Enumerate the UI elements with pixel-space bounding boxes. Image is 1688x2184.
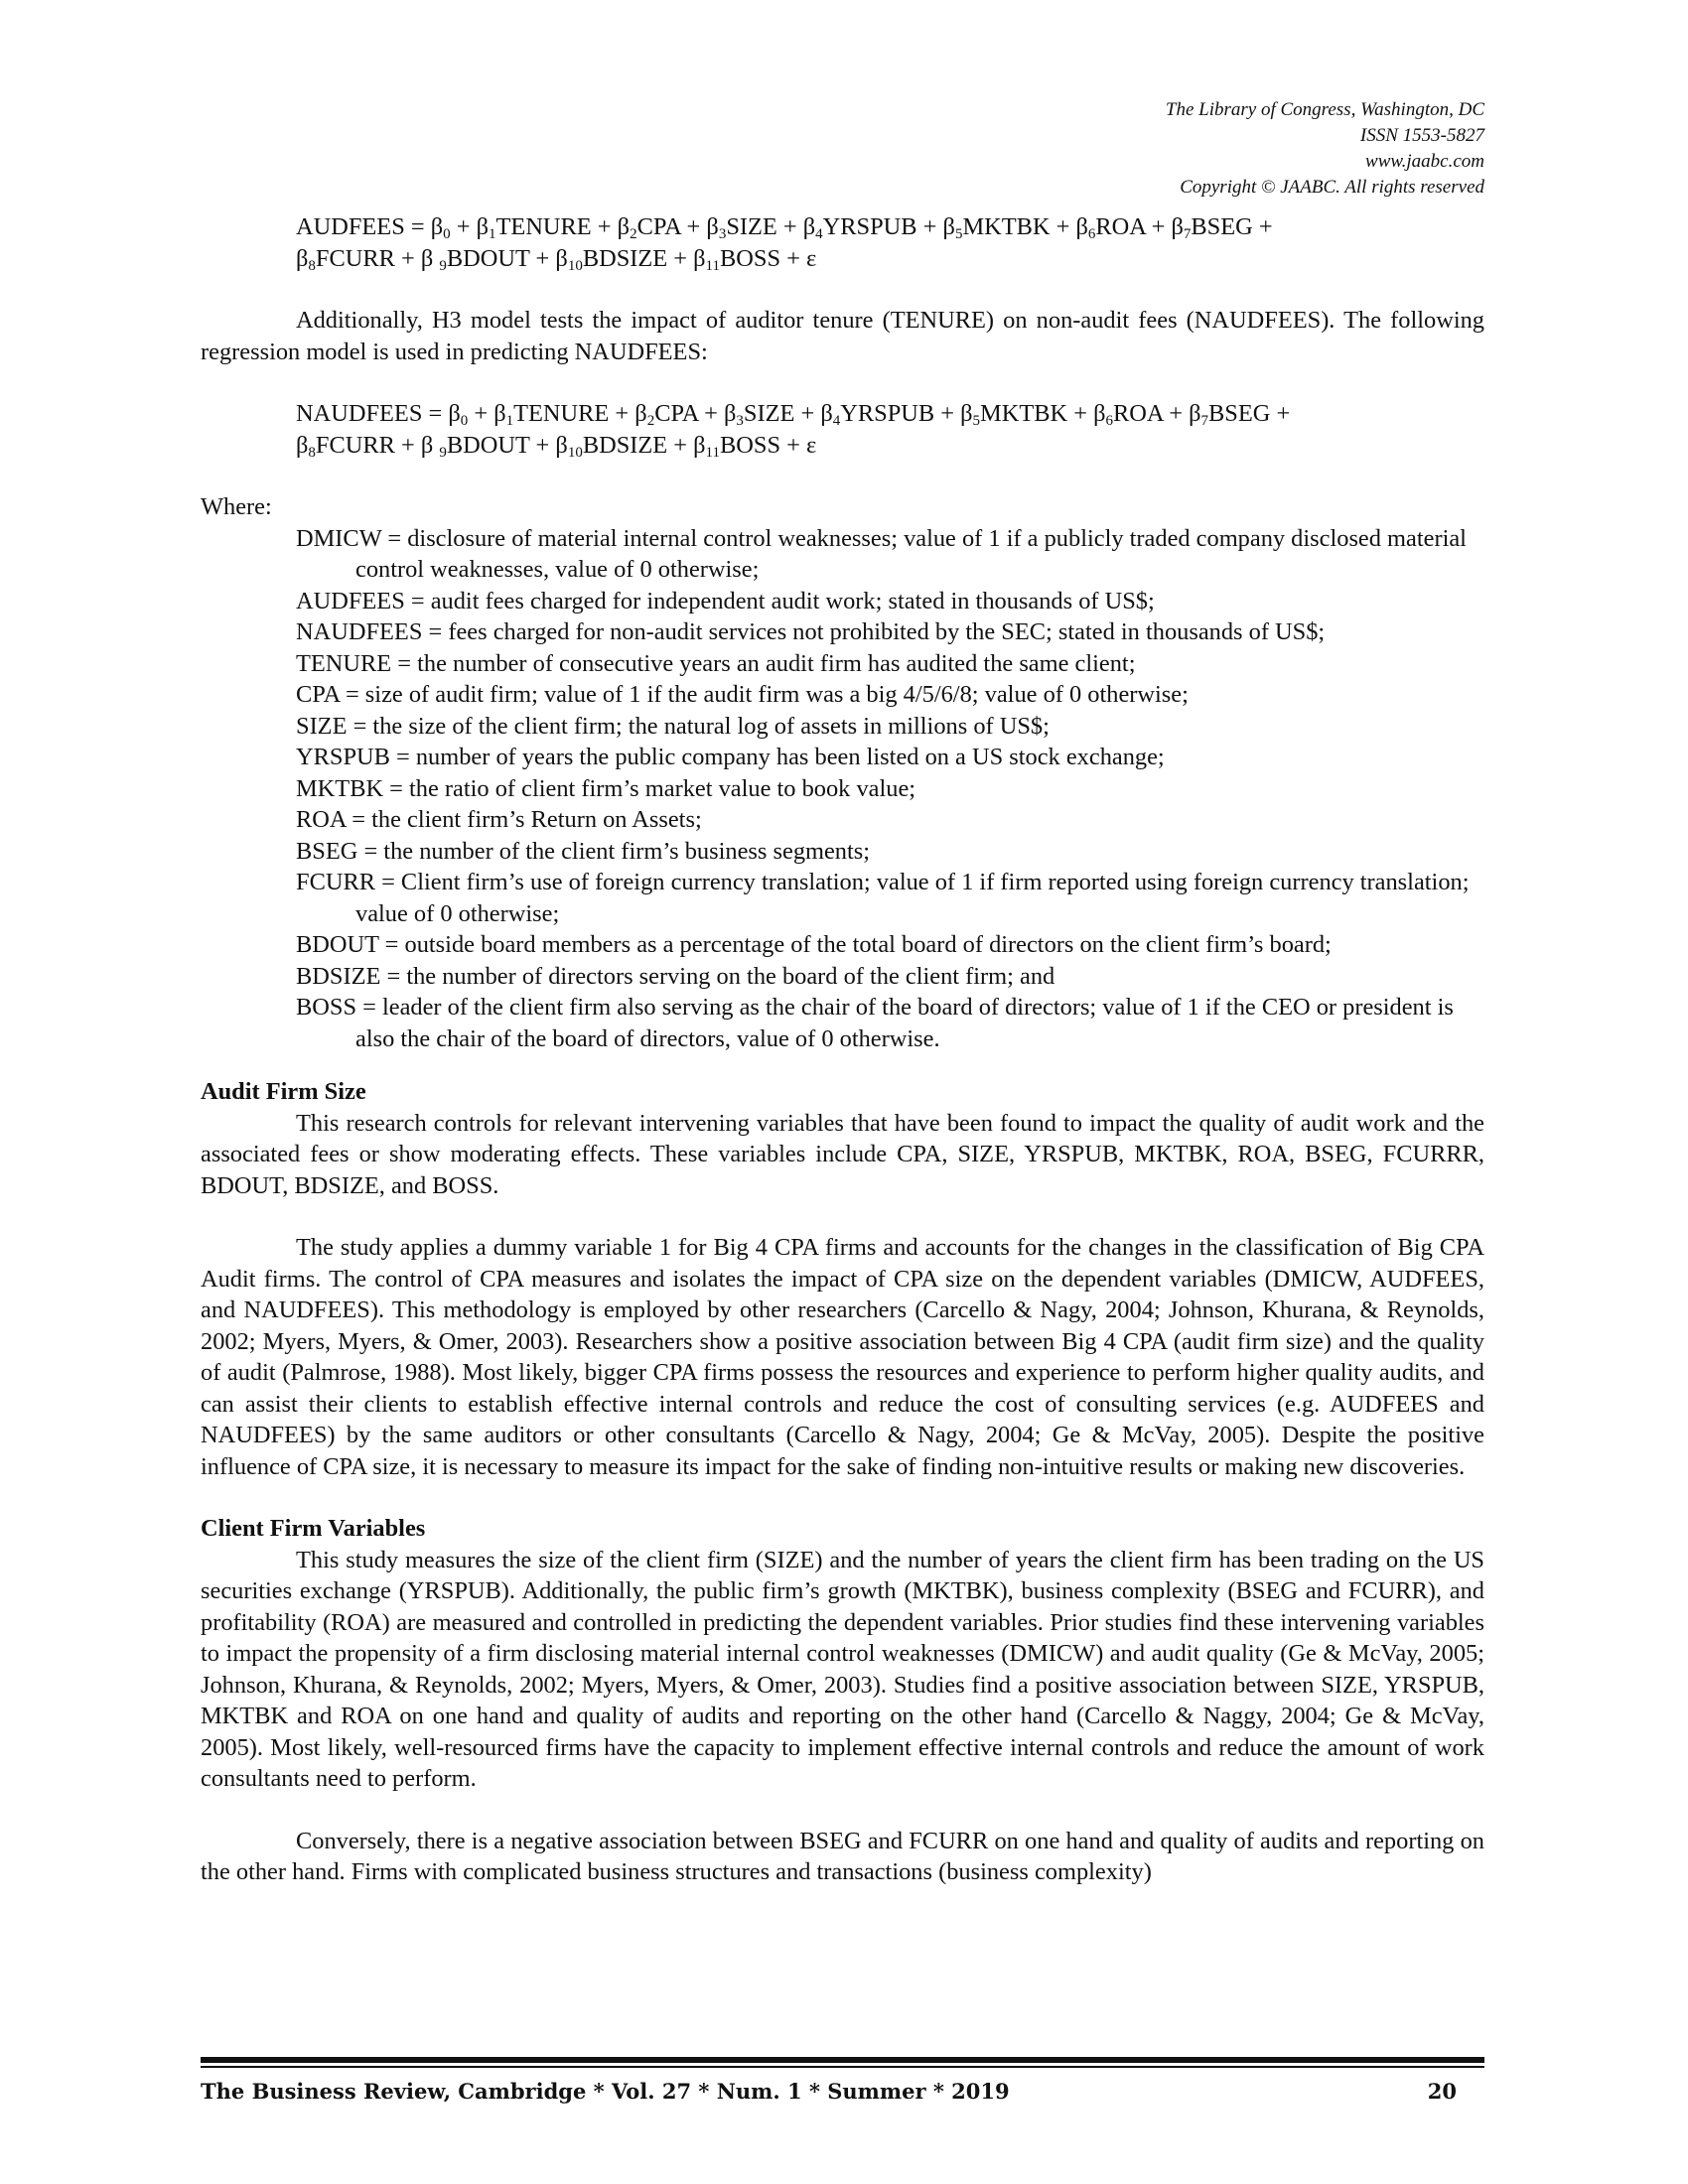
header-website: www.jaabc.com (1365, 151, 1484, 172)
definition-item: BDSIZE = the number of directors serving on the board of the client firm; and (296, 962, 1055, 990)
body-text (201, 211, 1484, 1888)
header-issn: ISSN 1553-5827 (1359, 125, 1484, 146)
paragraph: This study measures the size of the client firm (SIZE) and the number of years the client firm has been trading on the US securities exchange (YRSPUB). Additionally, the public firm’s growth (MKTBK), business complexity (BSEG and FCURR), and profitability (ROA) are measured and controlled in predicting the dependent variables. Prior studies find these intervening variables to impact the propensity of a firm disclosing material internal control weaknesses (DMICW) and audit quality (Ge & McVay, 2005; Johnson, Khurana, & Reynolds, 2002; Myers, Myers, & Omer, 2003). Studies find a positive association between SIZE, YRSPUB, MKTBK and ROA on one hand and quality of audits and reporting on the other hand (Carcello & Naggy, 2004; Ge & McVay, 2005). Most likely, well-resourced firms have the capacity to implement effective internal controls and reduce the amount of work consultants need to perform. (201, 1546, 1484, 1792)
definition-item: CPA = size of audit firm; value of 1 if the audit firm was a big 4/5/6/8; value of 0 otherwise; (296, 681, 1189, 708)
footer-rule-thin (201, 2066, 1484, 2068)
definition-item: DMICW = disclosure of material internal control weaknesses; value of 1 if a publicly traded company disclosed material control weaknesses, value of 0 otherwise; (296, 524, 1467, 583)
equation-naudfees (296, 398, 1484, 461)
paragraph: This research controls for relevant intervening variables that have been found to impact the quality of audit work and the associated fees or show moderating effects. These variables include CPA, SIZE, YRSPUB, MKTBK, ROA, BSEG, FCURRR, BDOUT, BDSIZE, and BOSS. (201, 1109, 1484, 1199)
definition-item: SIZE = the size of the client firm; the natural log of assets in millions of US$; (296, 712, 1050, 740)
definition-item: BDOUT = outside board members as a percentage of the total board of directors on the client firm’s board; (296, 931, 1332, 958)
definition-item: NAUDFEES = fees charged for non-audit services not prohibited by the SEC; stated in thousands of US$; (296, 618, 1326, 645)
definition-item: BSEG = the number of the client firm’s business segments; (296, 837, 871, 865)
header-copyright: Copyright © JAABC. All rights reserved (1180, 177, 1484, 198)
definition-item: YRSPUB = number of years the public company has been listed on a US stock exchange; (296, 744, 1165, 770)
section-heading-audit-firm-size: Audit Firm Size (201, 1078, 366, 1105)
page-number: 20 (1427, 2079, 1457, 2104)
section-heading-client-firm-variables: Client Firm Variables (201, 1515, 426, 1542)
definition-item: ROA = the client firm’s Return on Assets; (296, 806, 702, 833)
paragraph: The study applies a dummy variable 1 for Big 4 CPA firms and accounts for the changes in the classification of Big CPA Audit firms. The control of CPA measures and isolates the impact of CPA size on the dependent variables (DMICW, AUDFEES, and NAUDFEES). This methodology is employed by other researchers (Carcello & Nagy, 2004; Johnson, Khurana, & Reynolds, 2002; Myers, Myers, & Omer, 2003). Researchers show a positive association between Big 4 CPA (audit firm size) and the quality of audit (Palmrose, 1988). Most likely, bigger CPA firms possess the resources and experience to perform higher quality audits, and can assist their clients to establish effective internal controls and reduce the cost of consulting services (e.g. AUDFEES and NAUDFEES) by the same auditors or other consultants (Carcello & Nagy, 2004; Ge & McVay, 2005). Despite the positive influence of CPA size, it is necessary to measure its impact for the sake of finding non-intuitive results or making new discoveries. (201, 1234, 1484, 1480)
paragraph: Conversely, there is a negative association between BSEG and FCURR on one hand and quality of audits and reporting on the other hand. Firms with complicated business structures and transactions (business complexity) (201, 1827, 1484, 1885)
equation-line: NAUDFEES = $\beta_0$ + $\beta_1TENURE + \beta_2CPA$ + $\beta_3SIZE$ + $\beta_4YRSPUB$ + $\beta_5MKTBK + \beta_6ROA$ + $\beta_7BSEG$ + (296, 400, 1291, 429)
running-header (1166, 97, 1484, 201)
equation-audfees (296, 211, 1484, 274)
header-library: The Library of Congress, Washington, DC (1165, 99, 1484, 120)
footer-rule-thick (201, 2057, 1484, 2063)
where-label: Where: (201, 493, 272, 520)
equation-line: AUDFEES = $\beta_0$ + $\beta_1TENURE + \beta_2CPA$ + $\beta_3SIZE$ + $\beta_4YRSPUB$ + $\beta_5MKTBK + \beta_6ROA$ + $\beta_7BSEG$ + (296, 213, 1273, 242)
definition-item: AUDFEES = audit fees charged for independent audit work; stated in thousands of US$; (296, 587, 1155, 614)
equation-line: $\beta_8FCURR + \beta$ $_9$BDOUT + $\beta_{10}BDSIZE$ + $\beta_{11}BOSS + \varepsilon$ (296, 431, 817, 461)
equation-line: $\beta_8FCURR + \beta$ $_9$BDOUT + $\beta_{10}BDSIZE$ + $\beta_{11}BOSS + \varepsilon$ (296, 244, 817, 274)
paragraph-h3-model: Additionally, H3 model tests the impact of auditor tenure (TENURE) on non-audit fees (NAUDFEES). The following regression model is used in predicting NAUDFEES: (201, 307, 1484, 365)
variable-definitions (296, 523, 1484, 1055)
definition-item: TENURE = the number of consecutive years an audit firm has audited the same client; (296, 649, 1136, 677)
definition-item: FCURR = Client firm’s use of foreign currency translation; value of 1 if firm reported using foreign currency translation; value of 0 otherwise; (296, 869, 1470, 927)
definition-item: MKTBK = the ratio of client firm’s market value to book value; (296, 774, 916, 802)
definition-item: BOSS = leader of the client firm also serving as the chair of the board of directors; value of 1 if the CEO or president is also the chair of the board of directors, value of 0 otherwise. (296, 994, 1454, 1052)
footer-journal-citation: The Business Review, Cambridge * Vol. 27 * Num. 1 * Summer * 2019 (201, 2079, 1010, 2104)
